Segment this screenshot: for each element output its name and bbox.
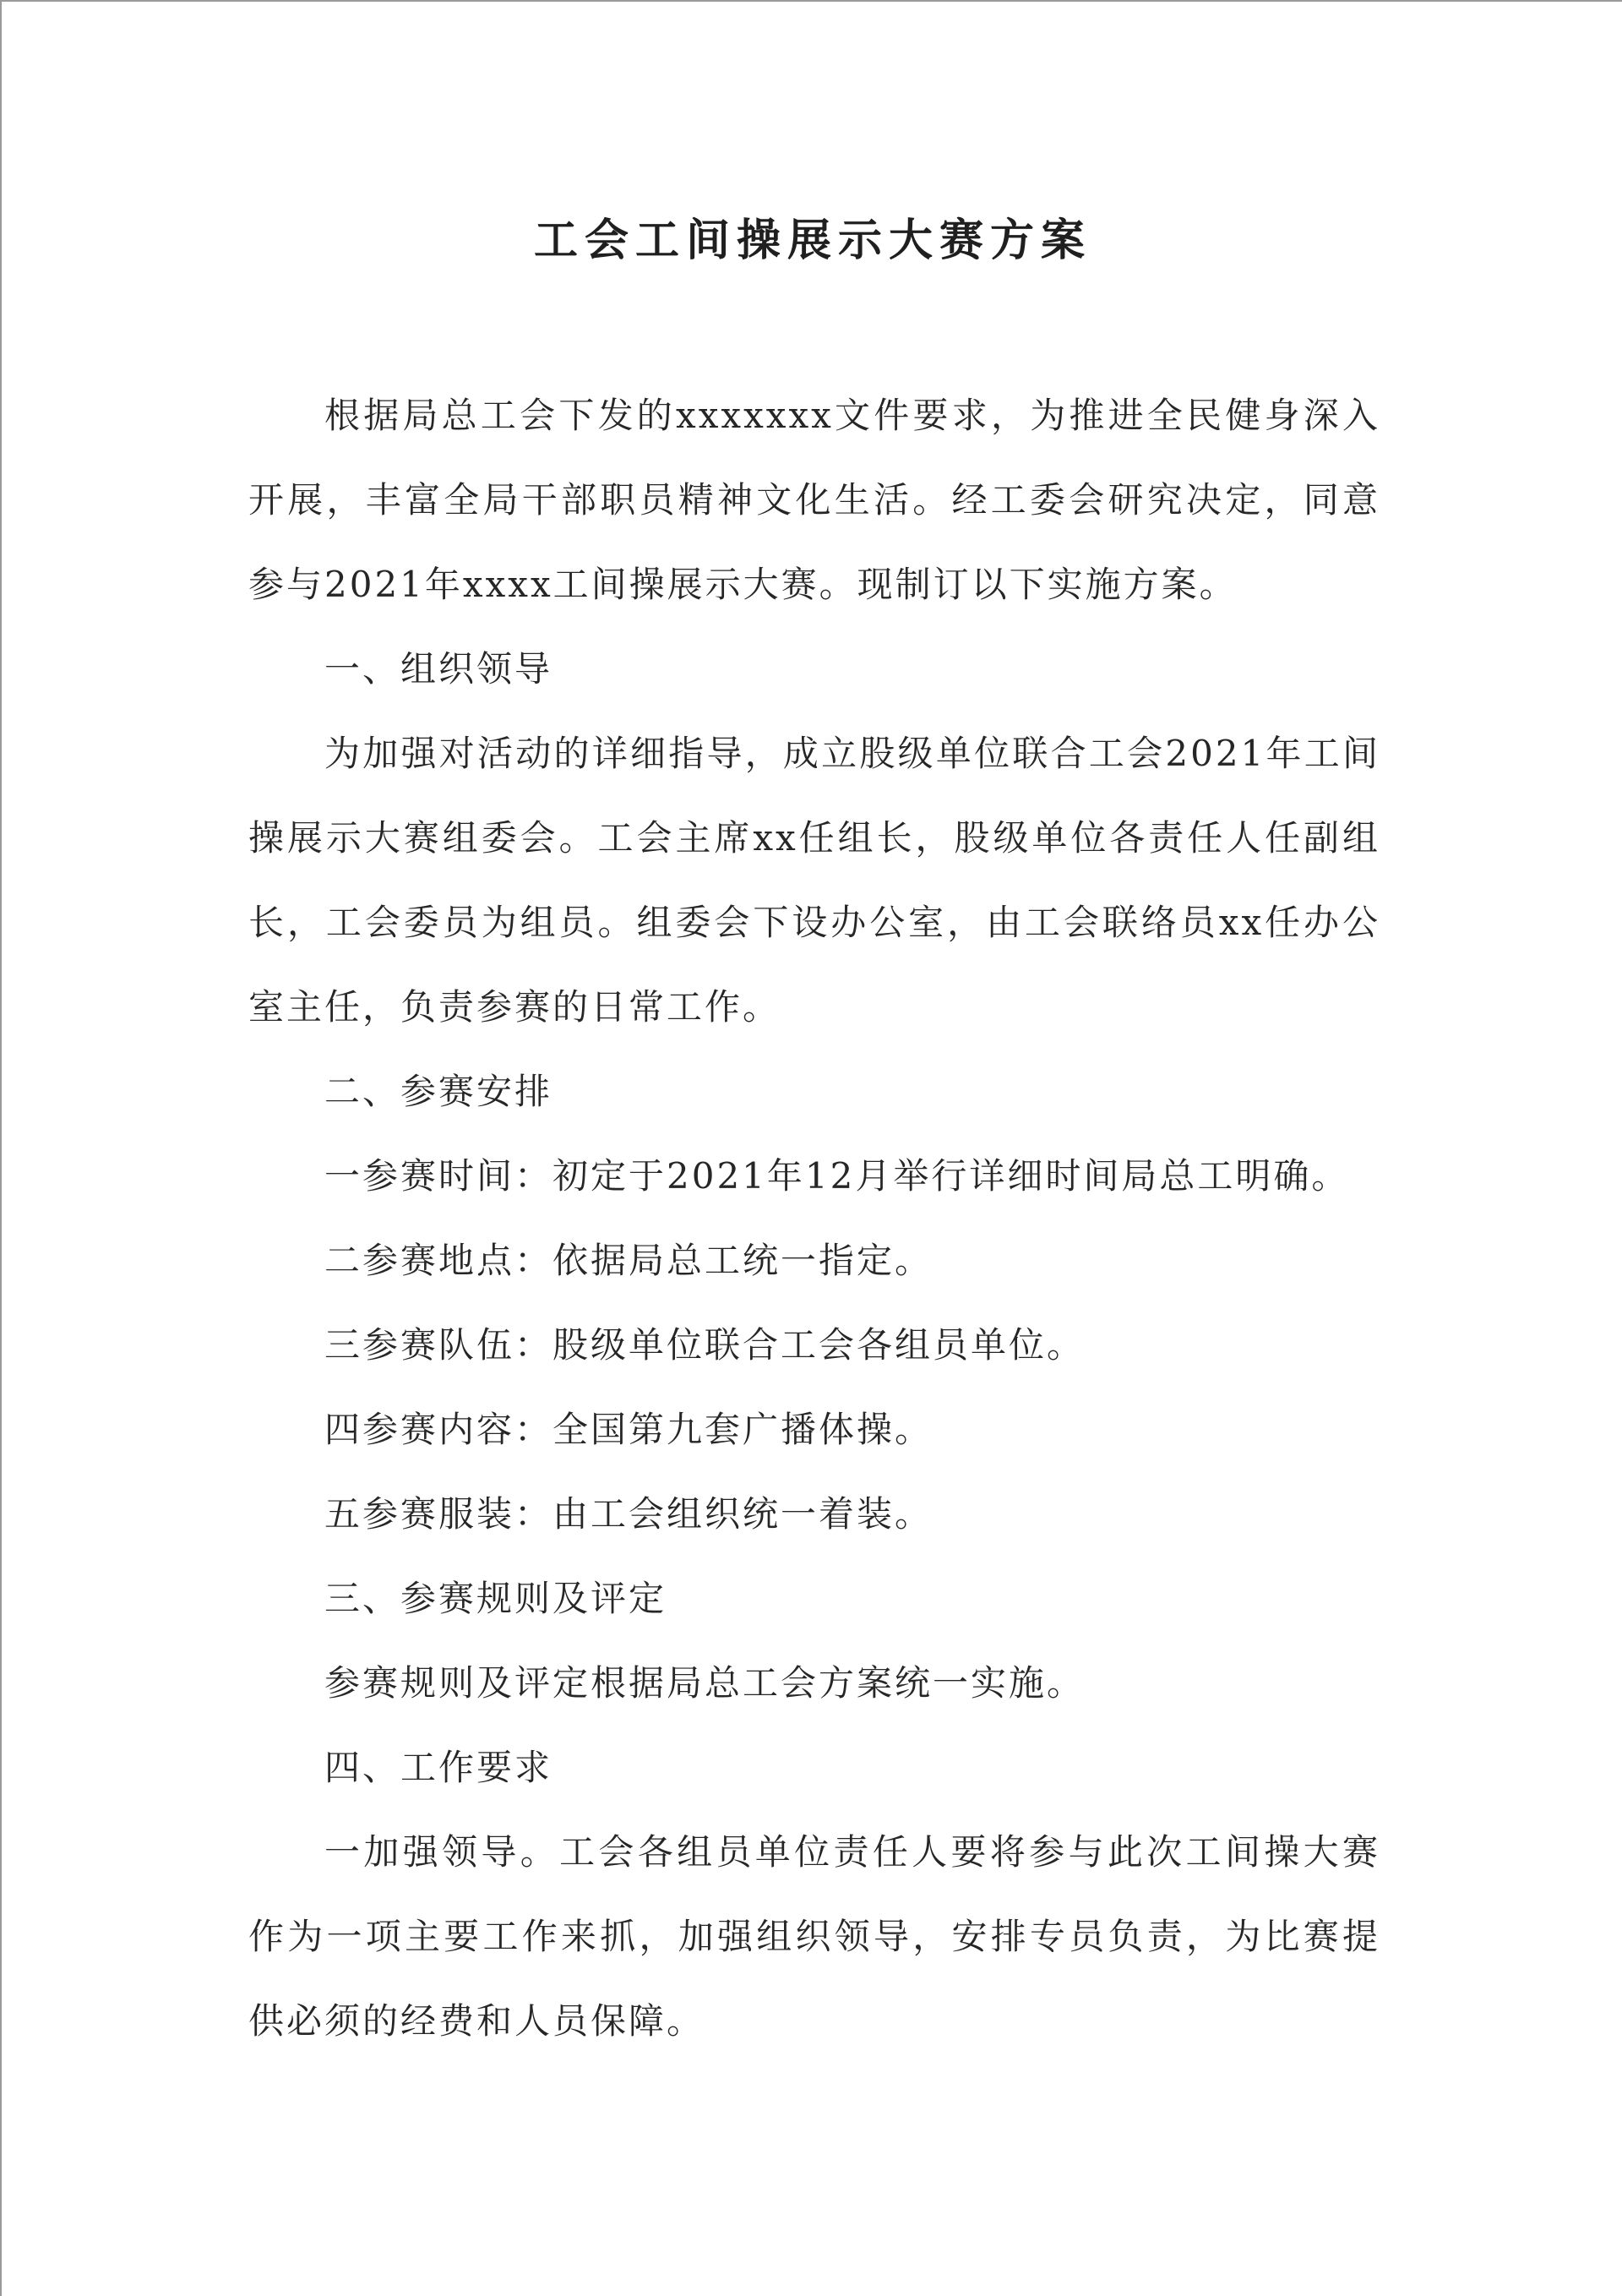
paragraph-organization: 为加强对活动的详细指导，成立股级单位联合工会2021年工间操展示大赛组委会。工会主席xx任组长，股级单位各责任人任副组长，工会委员为组员。组委会下设办公室，由工会联络员xx任办公室主任，负责参赛的日常工作。	[248, 733, 1380, 1028]
heading-arrangement: 二、参赛安排	[324, 1071, 553, 1112]
item-uniform: 五参赛服装：由工会组织统一着装。	[324, 1493, 933, 1535]
document-body	[248, 374, 1380, 2064]
heading-requirements: 四、工作要求	[324, 1747, 553, 1788]
paragraph-requirements: 一加强领导。工会各组员单位责任人要将参与此次工间操大赛作为一项主要工作来抓，加强组织领导，安排专员负责，为比赛提供必须的经费和人员保障。	[248, 1831, 1380, 2042]
item-time: 一参赛时间：初定于2021年12月举行详细时间局总工明确。	[324, 1155, 1350, 1197]
paragraph-rules: 参赛规则及评定根据局总工会方案统一实施。	[324, 1662, 1086, 1704]
item-location: 二参赛地点：依据局总工统一指定。	[324, 1240, 933, 1281]
document-title: 工会工间操展示大赛方案	[533, 215, 1091, 266]
item-teams: 三参赛队伍：股级单位联合工会各组员单位。	[324, 1324, 1086, 1366]
heading-organization: 一、组织领导	[324, 648, 553, 690]
item-content: 四参赛内容：全国第九套广播体操。	[324, 1409, 933, 1450]
heading-rules: 三、参赛规则及评定	[324, 1578, 667, 1619]
paragraph-intro: 根据局总工会下发的xxxxxxx文件要求，为推进全民健身深入开展，丰富全局干部职员精神文化生活。经工委会研究决定，同意参与2021年xxxx工间操展示大赛。现制订以下实施方案。	[248, 395, 1380, 605]
